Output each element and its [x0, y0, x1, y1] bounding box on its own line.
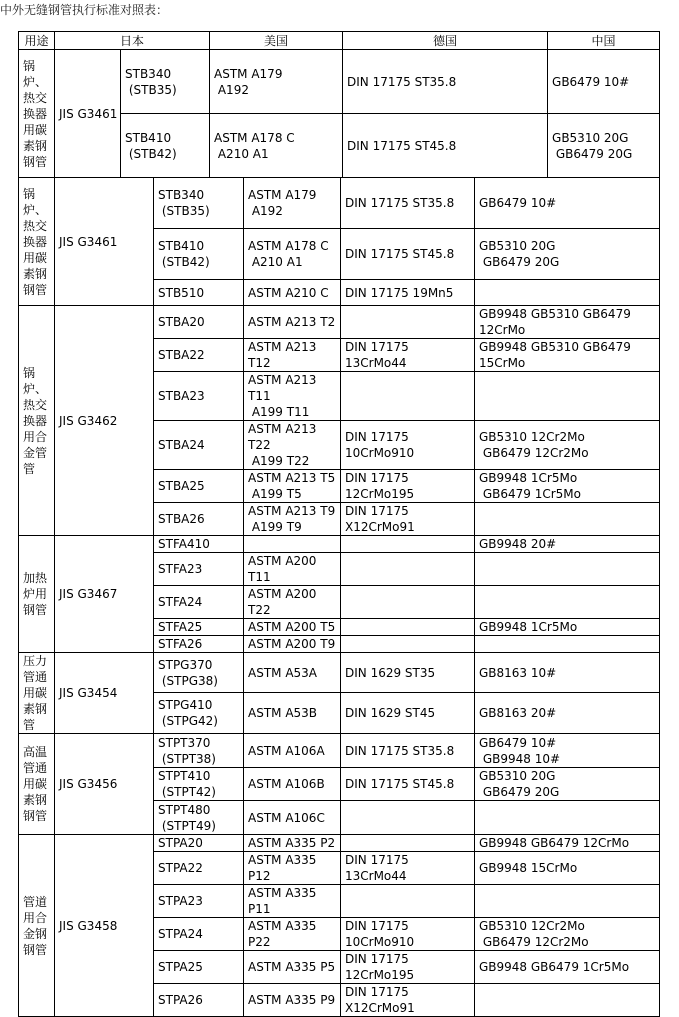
- germany-standard-cell: DIN 17175 ST35.8: [341, 178, 475, 229]
- germany-standard-cell: DIN 17175 13CrMo44: [341, 339, 475, 372]
- germany-standard-cell: DIN 17175 ST45.8: [341, 229, 475, 280]
- usage-cell: 锅炉、热交换器用碳素钢钢管: [19, 178, 55, 306]
- japan-grade-cell: STBA24: [154, 421, 244, 470]
- china-standard-cell: GB5310 12Cr2Mo GB6479 12Cr2Mo: [475, 421, 660, 470]
- usa-standard-cell: ASTM A178 C A210 A1: [210, 114, 343, 178]
- germany-standard-cell: DIN 17175 13CrMo44: [341, 852, 475, 885]
- germany-standard-cell: DIN 17175 ST35.8: [341, 734, 475, 768]
- germany-standard-cell: [341, 619, 475, 636]
- germany-standard-cell: DIN 17175 ST45.8: [343, 114, 548, 178]
- usage-cell: 高温管通用碳素钢钢管: [19, 734, 55, 835]
- usa-standard-cell: ASTM A335 P5: [244, 951, 341, 984]
- table-row: [19, 653, 660, 693]
- china-standard-cell: GB9948 GB5310 GB6479 15CrMo: [475, 339, 660, 372]
- china-standard-cell: [475, 984, 660, 1017]
- usa-standard-cell: ASTM A213 T22 A199 T22: [244, 421, 341, 470]
- china-standard-cell: GB9948 GB5310 GB6479 12CrMo: [475, 306, 660, 339]
- usage-cell: 压力管通用碳素钢管: [19, 653, 55, 734]
- usa-standard-cell: ASTM A106C: [244, 801, 341, 835]
- usa-standard-cell: ASTM A213 T9 A199 T9: [244, 503, 341, 536]
- header-germany: 德国: [343, 32, 548, 50]
- japan-grade-cell: STB410 (STB42): [121, 114, 210, 178]
- usa-standard-cell: ASTM A200 T11: [244, 553, 341, 586]
- china-standard-cell: GB5310 20G GB6479 20G: [475, 229, 660, 280]
- usa-standard-cell: ASTM A178 C A210 A1: [244, 229, 341, 280]
- germany-standard-cell: [341, 372, 475, 421]
- japan-grade-cell: STFA25: [154, 619, 244, 636]
- germany-standard-cell: DIN 17175 10CrMo910: [341, 421, 475, 470]
- jis-standard-cell: JIS G3454: [55, 653, 154, 734]
- germany-standard-cell: [341, 636, 475, 653]
- china-standard-cell: GB5310 20G GB6479 20G: [475, 768, 660, 801]
- china-standard-cell: [475, 280, 660, 306]
- usa-standard-cell: ASTM A335 P22: [244, 918, 341, 951]
- germany-standard-cell: DIN 17175 19Mn5: [341, 280, 475, 306]
- usa-standard-cell: ASTM A335 P9: [244, 984, 341, 1017]
- usa-standard-cell: ASTM A213 T2: [244, 306, 341, 339]
- header-row: [19, 32, 660, 50]
- germany-standard-cell: DIN 17175 ST45.8: [341, 768, 475, 801]
- china-standard-cell: GB6479 10#: [475, 178, 660, 229]
- usage-cell: 加热炉用钢管: [19, 536, 55, 653]
- china-standard-cell: GB6479 10# GB9948 10#: [475, 734, 660, 768]
- china-standard-cell: GB9948 1Cr5Mo GB6479 1Cr5Mo: [475, 470, 660, 503]
- header-usage: 用途: [19, 32, 55, 50]
- germany-standard-cell: DIN 1629 ST45: [341, 693, 475, 734]
- header-usa: 美国: [210, 32, 343, 50]
- jis-standard-cell: JIS G3461: [55, 178, 154, 306]
- germany-standard-cell: [341, 801, 475, 835]
- germany-standard-cell: [341, 553, 475, 586]
- japan-grade-cell: STPT410 (STPT42): [154, 768, 244, 801]
- china-standard-cell: GB9948 GB6479 1Cr5Mo: [475, 951, 660, 984]
- jis-standard-cell: JIS G3456: [55, 734, 154, 835]
- japan-grade-cell: STFA23: [154, 553, 244, 586]
- japan-grade-cell: STPT480 (STPT49): [154, 801, 244, 835]
- china-standard-cell: [475, 372, 660, 421]
- germany-standard-cell: [341, 835, 475, 852]
- china-standard-cell: GB8163 20#: [475, 693, 660, 734]
- japan-grade-cell: STPA25: [154, 951, 244, 984]
- germany-standard-cell: [341, 536, 475, 553]
- japan-grade-cell: STBA26: [154, 503, 244, 536]
- japan-grade-cell: STFA410: [154, 536, 244, 553]
- usa-standard-cell: ASTM A213 T12: [244, 339, 341, 372]
- usa-standard-cell: ASTM A335 P11: [244, 885, 341, 918]
- usa-standard-cell: ASTM A179 A192: [244, 178, 341, 229]
- usa-standard-cell: ASTM A106B: [244, 768, 341, 801]
- china-standard-cell: [475, 553, 660, 586]
- china-standard-cell: GB9948 20#: [475, 536, 660, 553]
- table-row: [19, 835, 660, 852]
- japan-grade-cell: STB340 (STB35): [154, 178, 244, 229]
- page-title: 中外无缝钢管执行标准对照表：: [0, 3, 169, 17]
- japan-grade-cell: STPG410 (STPG42): [154, 693, 244, 734]
- jis-standard-cell: JIS G3462: [55, 306, 154, 536]
- germany-standard-cell: DIN 1629 ST35: [341, 653, 475, 693]
- standards-table-top: [18, 31, 660, 178]
- japan-grade-cell: STPT370 (STPT38): [154, 734, 244, 768]
- japan-grade-cell: STBA20: [154, 306, 244, 339]
- usa-standard-cell: ASTM A213 T11 A199 T11: [244, 372, 341, 421]
- usa-standard-cell: ASTM A335 P2: [244, 835, 341, 852]
- germany-standard-cell: [341, 885, 475, 918]
- germany-standard-cell: DIN 17175 ST35.8: [343, 50, 548, 114]
- china-standard-cell: GB9948 1Cr5Mo: [475, 619, 660, 636]
- usage-cell: 管道用合金钢钢管: [19, 835, 55, 1017]
- japan-grade-cell: STB410 (STB42): [154, 229, 244, 280]
- china-standard-cell: [475, 636, 660, 653]
- china-standard-cell: GB5310 12Cr2Mo GB6479 12Cr2Mo: [475, 918, 660, 951]
- jis-standard-cell: JIS G3461: [55, 50, 121, 178]
- table-row: [19, 734, 660, 768]
- china-standard-cell: [475, 586, 660, 619]
- germany-standard-cell: DIN 17175 12CrMo195: [341, 470, 475, 503]
- japan-grade-cell: STB340 (STB35): [121, 50, 210, 114]
- japan-grade-cell: STBA22: [154, 339, 244, 372]
- usa-standard-cell: ASTM A179 A192: [210, 50, 343, 114]
- usa-standard-cell: ASTM A53A: [244, 653, 341, 693]
- china-standard-cell: [475, 885, 660, 918]
- usage-cell: 锅炉、热交换器用碳素钢钢管: [19, 50, 55, 178]
- table-row: [19, 178, 660, 229]
- germany-standard-cell: DIN 17175 10CrMo910: [341, 918, 475, 951]
- usa-standard-cell: ASTM A200 T9: [244, 636, 341, 653]
- china-standard-cell: [475, 503, 660, 536]
- germany-standard-cell: DIN 17175 X12CrMo91: [341, 984, 475, 1017]
- jis-standard-cell: JIS G3458: [55, 835, 154, 1017]
- china-standard-cell: GB5310 20G GB6479 20G: [548, 114, 660, 178]
- japan-grade-cell: STBA23: [154, 372, 244, 421]
- japan-grade-cell: STFA24: [154, 586, 244, 619]
- japan-grade-cell: STBA25: [154, 470, 244, 503]
- usa-standard-cell: ASTM A213 T5 A199 T5: [244, 470, 341, 503]
- japan-grade-cell: STPA24: [154, 918, 244, 951]
- japan-grade-cell: STPA23: [154, 885, 244, 918]
- china-standard-cell: GB8163 10#: [475, 653, 660, 693]
- table-row: [19, 306, 660, 339]
- china-standard-cell: GB9948 15CrMo: [475, 852, 660, 885]
- germany-standard-cell: [341, 306, 475, 339]
- germany-standard-cell: [341, 586, 475, 619]
- japan-grade-cell: STPA20: [154, 835, 244, 852]
- germany-standard-cell: DIN 17175 12CrMo195: [341, 951, 475, 984]
- china-standard-cell: GB9948 GB6479 12CrMo: [475, 835, 660, 852]
- usa-standard-cell: [244, 536, 341, 553]
- jis-standard-cell: JIS G3467: [55, 536, 154, 653]
- germany-standard-cell: DIN 17175 X12CrMo91: [341, 503, 475, 536]
- japan-grade-cell: STPA22: [154, 852, 244, 885]
- usage-cell: 锅炉、热交换器用合金管管: [19, 306, 55, 536]
- japan-grade-cell: STFA26: [154, 636, 244, 653]
- japan-grade-cell: STPG370 (STPG38): [154, 653, 244, 693]
- usa-standard-cell: ASTM A200 T22: [244, 586, 341, 619]
- standards-table-main: [18, 177, 660, 1017]
- japan-grade-cell: STPA26: [154, 984, 244, 1017]
- usa-standard-cell: ASTM A200 T5: [244, 619, 341, 636]
- japan-grade-cell: STB510: [154, 280, 244, 306]
- table-row: [19, 536, 660, 553]
- header-japan: 日本: [55, 32, 210, 50]
- usa-standard-cell: ASTM A335 P12: [244, 852, 341, 885]
- header-china: 中国: [548, 32, 660, 50]
- china-standard-cell: GB6479 10#: [548, 50, 660, 114]
- usa-standard-cell: ASTM A106A: [244, 734, 341, 768]
- usa-standard-cell: ASTM A210 C: [244, 280, 341, 306]
- table-row: [19, 50, 660, 114]
- china-standard-cell: [475, 801, 660, 835]
- usa-standard-cell: ASTM A53B: [244, 693, 341, 734]
